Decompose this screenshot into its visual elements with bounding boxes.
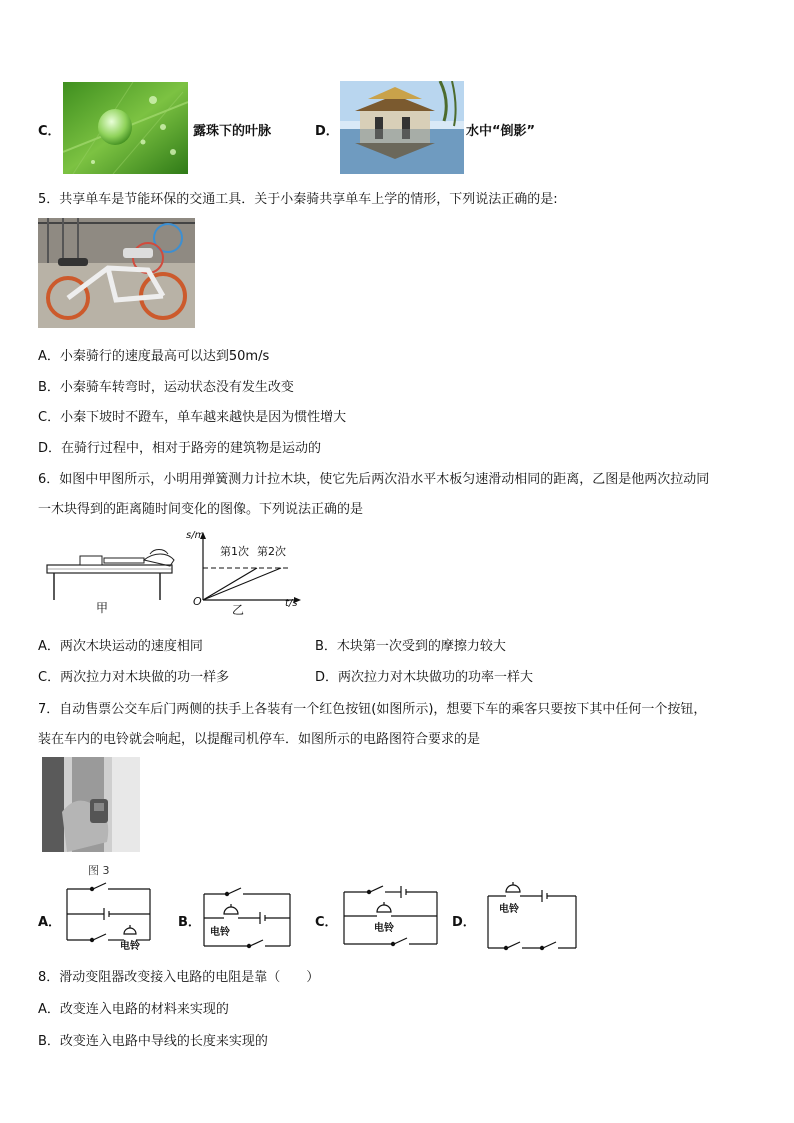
fig3-caption: 图 3 — [88, 864, 110, 877]
q4-option-d-label: D． — [315, 124, 339, 139]
q5-option-c: C．小秦下坡时不蹬车，单车越来越快是因为惯性增大 — [38, 410, 347, 425]
q4-option-c-caption: 露珠下的叶脉 — [193, 124, 272, 139]
bell-label-a: 电铃 — [120, 941, 140, 952]
q5-option-d: D．在骑行过程中，相对于路旁的建筑物是运动的 — [38, 441, 322, 456]
circuit-c — [341, 880, 439, 948]
fig-jia-label: 甲 — [96, 601, 109, 615]
q7-option-a-label: A． — [38, 915, 62, 930]
fig-yi-label: 乙 — [232, 603, 245, 617]
bus-handle-button-photo — [42, 757, 140, 852]
bell-label-c: 电铃 — [374, 923, 394, 934]
q7-option-b-label: B． — [178, 915, 201, 930]
q6-stem-line1: 6．如图中甲图所示，小明用弹簧测力计拉木块，使它先后两次沿水平木板匀速滑动相同的距离，乙图是他两次拉动同 — [38, 472, 710, 487]
q6-option-d: D．两次拉力对木块做功的功率一样大 — [315, 670, 534, 685]
q8-stem: 8．滑动变阻器改变接入电路的电阻是靠（ ） — [38, 970, 320, 985]
leaf-dew-image — [63, 82, 188, 174]
q8-option-b: B．改变连入电路中导线的长度来实现的 — [38, 1034, 268, 1049]
q5-option-a: A．小秦骑行的速度最高可以达到50m/s — [38, 349, 270, 364]
axis-t-label: t/s — [285, 598, 298, 609]
axis-s-label: s/m — [186, 530, 205, 541]
q7-stem-line1: 7．自动售票公交车后门两侧的扶手上各装有一个红色按钮(如图所示)，想要下车的乘客只要按下其中任何一个按钮， — [38, 702, 707, 717]
q6-option-a: A．两次木块运动的速度相同 — [38, 639, 203, 654]
q5-stem: 5．共享单车是节能环保的交通工具．关于小秦骑共享单车上学的情形，下列说法正确的是: — [38, 192, 558, 207]
q4-option-c-label: C． — [38, 124, 61, 139]
q7-option-c-label: C． — [315, 915, 338, 930]
q5-option-b: B．小秦骑车转弯时，运动状态没有发生改变 — [38, 380, 294, 395]
shared-bike-image — [38, 218, 195, 328]
circuit-b — [202, 884, 292, 950]
q8-option-a: A．改变连入电路的材料来实现的 — [38, 1002, 229, 1017]
bell-label-b: 电铃 — [210, 927, 230, 938]
origin-label: O — [193, 595, 202, 608]
figure-jia-spring-scale — [42, 540, 182, 615]
q4-option-d-caption: 水中“倒影” — [466, 124, 536, 139]
q6-stem-line2: 一木块得到的距离随时间变化的图像。下列说法正确的是 — [38, 502, 364, 517]
line1-label: 第1次 — [220, 545, 249, 558]
bell-label-d: 电铃 — [499, 904, 519, 915]
circuit-d — [484, 878, 580, 952]
q6-option-c: C．两次拉力对木块做的功一样多 — [38, 670, 230, 685]
line2-label: 第2次 — [257, 545, 286, 558]
q6-option-b: B．木块第一次受到的摩擦力较大 — [315, 639, 506, 654]
pavilion-reflection-image — [340, 81, 464, 174]
q7-stem-line2: 装在车内的电铃就会响起，以提醒司机停车．如图所示的电路图符合要求的是 — [38, 732, 481, 747]
q7-option-d-label: D． — [452, 915, 476, 930]
